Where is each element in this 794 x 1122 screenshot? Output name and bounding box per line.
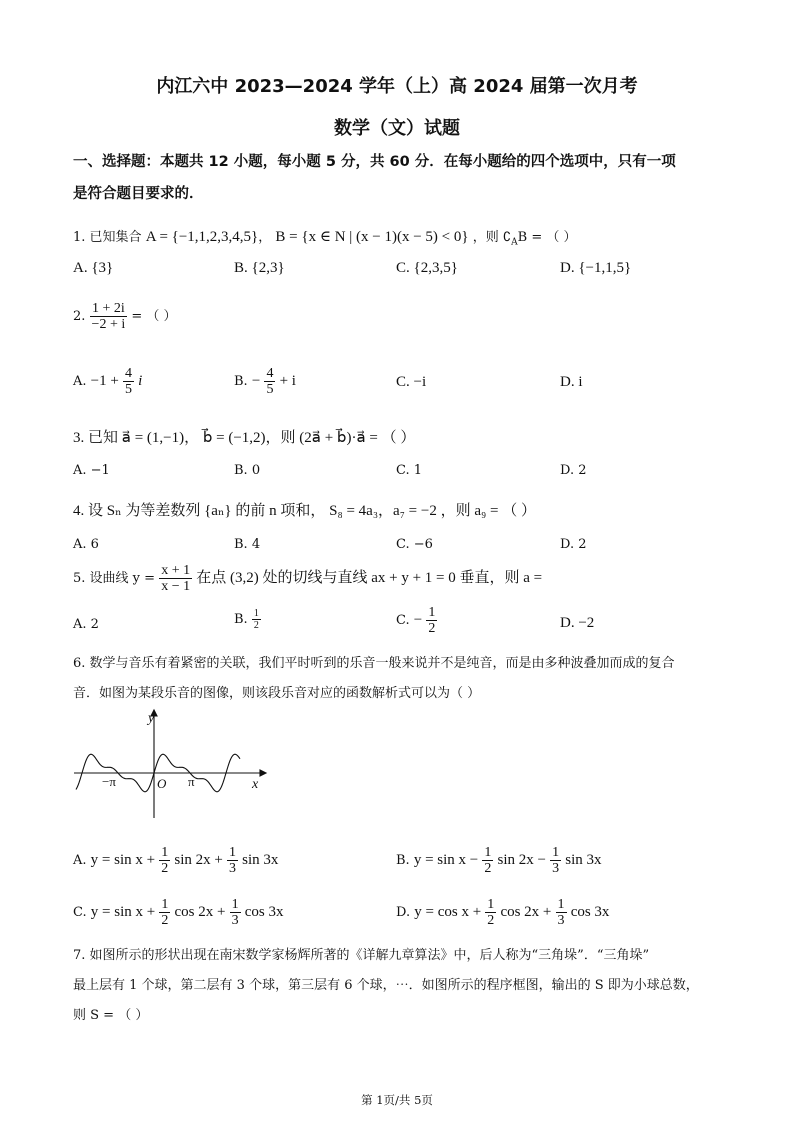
question-7-line3: 则 S = （ ） [73,1008,149,1023]
page-footer: 第 1页/共 5页 [361,1093,433,1107]
q4-option-d: D. 2 [560,537,587,552]
q3-option-b: B. 0 [234,463,261,478]
q5-frac-den: x − 1 [161,579,191,594]
q6-c-frac2 [230,897,241,928]
q2-b-den: 5 [266,382,274,397]
pi-label: π [188,774,195,789]
q6-a-d2: 3 [229,861,236,876]
q6-d-d1: 2 [487,913,495,928]
q6-a-part3: sin 3x [242,852,279,868]
q5-c-num: 1 [428,605,436,620]
q4-option-b: B. 4 [234,537,261,552]
q2-option-b [234,366,296,397]
q6-d-d2: 3 [557,913,565,928]
q5-c-pre: − [413,612,423,628]
q2-a-post: i [138,373,143,389]
q6-d-label: D. [396,905,411,920]
q5-c-fraction [426,605,437,636]
question-7-line2: 最上层有 1 个球，第二层有 3 个球，第三层有 6 个球，⋯．如图所示的程序框图，输出的 S 即为小球总数， [73,978,699,993]
q6-c-n1: 1 [161,897,169,912]
q2-fraction-numerator: 1 + 2i [90,301,128,317]
q2-a-fraction [123,366,134,397]
q6-c-frac1 [159,897,170,928]
q5-b-den: 2 [253,620,259,631]
q1-separator: ， [258,230,272,245]
q1-option-d: D. {−1,1,5} [560,260,632,276]
q1-stem-end2: B = （ ） [517,230,577,245]
q6-a-label: A. [73,853,87,868]
q6-b-frac2 [550,845,561,876]
q2-a-label: A. [73,374,87,389]
q6-a-part1: y = sin x + [90,852,156,868]
page-subtitle: 数学（文）试题 [334,118,460,139]
neg-pi-label: −π [102,774,116,789]
q6-d-part3: cos 3x [570,904,610,920]
question-6-line2: 音．如图为某段乐音的图像，则该段乐音对应的函数解析式可以为（ ） [73,686,481,701]
q6-option-c [73,897,283,928]
q6-c-part1: y = sin x + [90,904,156,920]
q2-b-fraction [264,366,275,397]
q6-c-label: C. [73,905,87,920]
q3-option-d: D. 2 [560,463,587,478]
q6-b-d2: 3 [552,861,560,876]
q3-option-c: C. 1 [396,463,423,478]
q6-d-part1: y = cos x + [414,904,482,920]
q6-c-part3: cos 3x [244,904,284,920]
q5-pre: 5. 设曲线 y = [73,571,156,586]
question-3-stem: 3. 已知 a⃗ = (1,−1)， b⃗ = (−1,2)，则 (2a⃗ + b⃗)·a⃗ = （ ） [73,430,416,446]
origin-label: O [157,776,167,791]
q1-option-c: C. {2,3,5} [396,260,458,276]
q2-tail: = （ ） [131,309,177,324]
q2-fraction-denominator: −2 + i [91,317,126,332]
question-7-line1: 7. 如图所示的形状出现在南宋数学家杨辉所著的《详解九章算法》中，后人称为“三角垛”．“三角垛” [73,948,650,963]
q5-b-label: B. [234,612,248,627]
q2-option-d: D. i [560,374,583,390]
q6-b-part2: sin 2x − [497,852,547,868]
question-1-stem [73,226,576,248]
q6-d-n1: 1 [487,897,495,912]
page-title: 内江六中 2023—2024 学年（上）高 2024 届第一次月考 [156,76,638,97]
q1-stem-end: ，则 ∁ [472,230,512,245]
q1-subscript: A [511,237,518,248]
question-6-line1: 6. 数学与音乐有着紧密的关联，我们平时听到的乐音一般来说并不是纯音，而是由多种波叠加而成的复合 [73,656,675,671]
q6-b-d1: 2 [484,861,492,876]
x-axis-label: x [252,777,259,792]
q6-a-d1: 2 [161,861,169,876]
q2-a-num: 4 [124,366,132,381]
q5-fraction [159,563,192,594]
q1-stem-start: 1. 已知集合 [73,230,142,245]
q5-c-den: 2 [428,621,436,636]
q6-option-d [396,897,609,928]
q6-d-frac2 [556,897,567,928]
q2-b-label: B. [234,374,248,389]
q6-c-part2: cos 2x + [174,904,226,920]
q5-option-d: D. −2 [560,615,595,631]
q2-b-pre: − [251,373,261,389]
section-heading-line2: 是符合题目要求的． [73,186,204,202]
q6-c-n2: 1 [231,897,239,912]
q5-option-b [234,608,261,631]
q1-option-b: B. {2,3} [234,260,285,276]
q6-a-part2: sin 2x + [174,852,223,868]
q6-b-frac1 [482,845,493,876]
q6-a-frac1 [159,845,170,876]
q5-b-num: 1 [253,608,259,619]
q6-d-frac1 [485,897,496,928]
q2-fraction [90,301,128,332]
q6-a-frac2 [227,845,238,876]
q6-a-n2: 1 [229,845,236,860]
question-4-stem: 4. 设 Sₙ 为等差数列 {aₙ} 的前 n 项和， S₈ = 4a₃，a₇ = −2 ，则 a₉ = （ ） [73,503,536,519]
q4-option-a: A. 6 [73,537,99,552]
q2-a-pre: −1 + [90,373,119,389]
q2-b-post: + i [279,373,296,389]
q5-b-fraction [252,608,261,631]
q6-b-part3: sin 3x [565,852,602,868]
q2-option-c: C. −i [396,374,427,390]
q6-option-a [73,845,278,876]
q1-set-a: A = {−1,1,2,3,4,5} [145,229,259,245]
q6-b-n1: 1 [484,845,492,860]
q2-b-num: 4 [266,366,274,381]
q5-option-a: A. 2 [73,617,99,632]
q5-post: 在点 (3,2) 处的切线与直线 ax + y + 1 = 0 垂直，则 a = [196,570,543,586]
waveform-graph [70,706,270,826]
q1-set-b: B = {x ∈ N | (x − 1)(x − 5) < 0} [275,229,469,245]
q5-c-label: C. [396,613,410,628]
q6-c-d2: 3 [231,913,239,928]
section-heading-line1: 一、选择题：本题共 12 小题，每小题 5 分，共 60 分．在每小题给的四个选项中，只有一项 [73,154,676,170]
q1-option-a: A. {3} [73,260,114,276]
q2-a-den: 5 [124,382,132,397]
q6-a-n1: 1 [161,845,169,860]
x-axis-arrow-icon [260,770,266,776]
q5-frac-num: x + 1 [161,563,191,578]
q2-option-a [73,366,142,397]
question-5-stem [73,563,542,594]
q6-d-n2: 1 [557,897,565,912]
q2-number: 2. [73,309,86,324]
question-2-stem [73,301,177,332]
q6-option-b [396,845,602,876]
q6-b-part1: y = sin x − [413,852,479,868]
q6-d-part2: cos 2x + [500,904,552,920]
q4-option-c: C. −6 [396,537,433,552]
q5-option-c [396,605,437,636]
q6-b-label: B. [396,853,410,868]
q6-b-n2: 1 [552,845,560,860]
q3-option-a: A. −1 [73,463,110,478]
y-axis-label: y [148,711,155,726]
q6-c-d1: 2 [161,913,169,928]
